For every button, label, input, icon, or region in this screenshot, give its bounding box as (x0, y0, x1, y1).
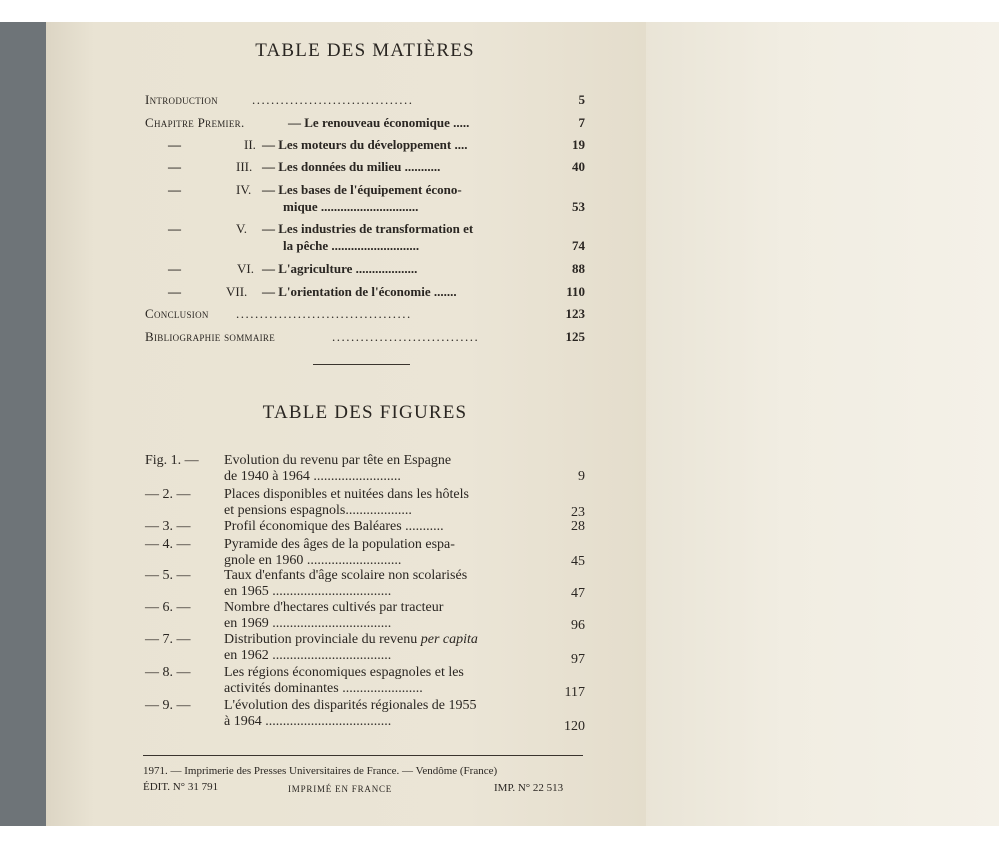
figure-caption: Les régions économiques espagnoles et les (224, 665, 464, 680)
toc-dash: — (168, 284, 181, 299)
toc-page-number: 110 (566, 284, 585, 299)
toc-chapter-number: VI. (237, 261, 254, 276)
toc-dash: — (168, 221, 181, 236)
figure-page-number: 9 (578, 469, 585, 484)
figure-caption-continued: à 1964 .................................... (224, 714, 392, 729)
toc-page-number: 7 (578, 115, 585, 130)
toc-label: Introduction (145, 92, 218, 107)
toc-subtitle: — Le renouveau économique ..... (288, 115, 470, 130)
toc-dots: .................................. (252, 92, 414, 107)
toc-page-number: 19 (572, 137, 585, 152)
toc-entry[interactable] (0, 115, 999, 137)
toc-subtitle-continued: la pêche ........................... (283, 238, 420, 253)
figure-prefix: — 3. — (145, 519, 191, 534)
figure-caption: Places disponibles et nuitées dans les hôtels (224, 487, 469, 502)
figure-caption (224, 632, 478, 648)
toc-dash: — (168, 159, 181, 174)
figure-prefix: — 5. — (145, 568, 191, 583)
toc-page-number: 53 (572, 199, 585, 214)
toc-subtitle-continued: mique .............................. (283, 199, 419, 214)
toc-chapter-number: IV. (236, 182, 252, 197)
toc-subtitle: — Les données du milieu ........... (262, 159, 441, 174)
figure-page-number: 23 (571, 505, 585, 520)
figure-caption: Nombre d'hectares cultivés par tracteur (224, 600, 444, 615)
figure-caption: L'évolution des disparités régionales de 1955 (224, 698, 477, 713)
figure-page-number: 28 (571, 519, 585, 534)
toc-chapter-number: II. (244, 137, 256, 152)
figure-caption-continued: gnole en 1960 ........................... (224, 553, 402, 568)
edition-number: ÉDIT. N° 31 791 (143, 781, 219, 793)
figure-caption-continued: activités dominantes ....................... (224, 681, 423, 696)
toc-dots: ............................... (332, 329, 480, 344)
toc-page-number: 88 (572, 261, 585, 276)
figure-caption: Evolution du revenu par tête en Espagne (224, 453, 452, 468)
printed-in-france: IMPRIMÉ EN FRANCE (288, 784, 393, 794)
toc-page-number: 125 (565, 329, 585, 344)
figure-caption-continued: en 1962 .................................. (224, 648, 392, 663)
figure-page-number: 97 (571, 652, 585, 667)
toc-label: Bibliographie sommaire (145, 329, 276, 344)
figure-caption-continued: en 1969 .................................. (224, 616, 392, 631)
footer-rule (143, 755, 583, 756)
toc-chapter-number: V. (236, 221, 247, 236)
figure-prefix: — 8. — (145, 665, 191, 680)
figure-page-number: 96 (571, 618, 585, 633)
printer-line: 1971. — Imprimerie des Presses Universitaires de France. — Vendôme (France) (143, 765, 498, 777)
figure-caption-italic: per capita (420, 632, 478, 647)
figure-page-number: 47 (571, 586, 585, 601)
toc-entry[interactable] (0, 159, 999, 181)
toc-entry[interactable] (0, 306, 999, 328)
toc-dash: — (168, 137, 181, 152)
figure-prefix: — 6. — (145, 600, 191, 615)
toc-page-number: 40 (572, 159, 585, 174)
figure-caption: Taux d'enfants d'âge scolaire non scolarisés (224, 568, 468, 583)
figure-prefix: — 2. — (145, 487, 191, 502)
figure-caption-continued: et pensions espagnols................... (224, 503, 412, 518)
figure-page-number: 45 (571, 554, 585, 569)
figure-caption-continued: de 1940 à 1964 ......................... (224, 469, 401, 484)
figure-prefix: Fig. 1. — (145, 453, 199, 468)
toc-entry[interactable] (0, 329, 999, 351)
toc-entry[interactable] (0, 221, 999, 261)
figure-caption: Pyramide des âges de la population espa- (224, 537, 455, 552)
toc-page-number: 74 (572, 238, 585, 253)
toc-title: TABLE DES MATIÈRES (255, 40, 475, 61)
toc-page-number: 5 (578, 92, 585, 107)
figure-caption: Profil économique des Baléares ........... (224, 519, 444, 534)
print-number: IMP. N° 22 513 (494, 782, 564, 794)
figure-entry[interactable] (0, 698, 999, 738)
toc-label: Chapitre Premier. (145, 115, 245, 130)
toc-subtitle: — Les bases de l'équipement écono- (262, 182, 462, 197)
toc-entry[interactable] (0, 137, 999, 159)
toc-dots: ..................................... (236, 306, 412, 321)
figures-title: TABLE DES FIGURES (262, 402, 468, 423)
figure-prefix: — 7. — (145, 632, 191, 647)
toc-dash: — (168, 261, 181, 276)
figure-prefix: — 4. — (145, 537, 191, 552)
toc-dash: — (168, 182, 181, 197)
toc-subtitle: — Les industries de transformation et (262, 221, 474, 236)
figure-page-number: 117 (564, 685, 585, 700)
figure-prefix: — 9. — (145, 698, 191, 713)
toc-entry[interactable] (0, 284, 999, 306)
toc-subtitle: — L'agriculture ................... (262, 261, 418, 276)
toc-entry[interactable] (0, 261, 999, 283)
section-divider (313, 364, 410, 365)
figure-caption-continued: en 1965 .................................. (224, 584, 392, 599)
toc-page-number: 123 (565, 306, 585, 321)
toc-subtitle: — Les moteurs du développement .... (262, 137, 468, 152)
toc-subtitle: — L'orientation de l'économie ....... (262, 284, 457, 299)
toc-entry[interactable] (0, 182, 999, 222)
toc-chapter-number: III. (236, 159, 253, 174)
figure-page-number: 120 (564, 719, 585, 734)
toc-label: Conclusion (145, 306, 209, 321)
toc-entry[interactable] (0, 92, 999, 114)
toc-chapter-number: VII. (226, 284, 248, 299)
figure-caption-text: Distribution provinciale du revenu (224, 632, 418, 647)
